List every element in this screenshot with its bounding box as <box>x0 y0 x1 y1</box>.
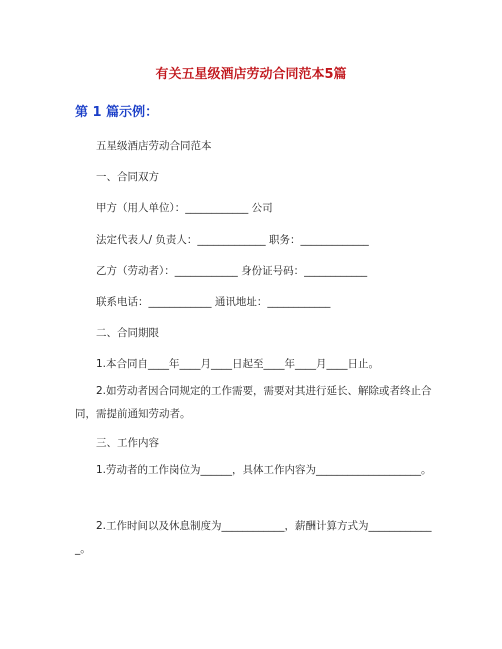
position-paragraph: 1.劳动者的工作岗位为______，具体工作内容为____________________。 <box>96 464 432 476</box>
document-title: 有关五星级酒店劳动合同范本5篇 <box>155 67 347 82</box>
legal-rep-line: 法定代表人/ 负责人：_____________ 职务：_____________ <box>96 234 369 246</box>
section-work-heading: 三、工作内容 <box>96 437 159 449</box>
section-term-heading: 二、合同期限 <box>96 327 159 339</box>
termination-paragraph: 2.如劳动者因合同规定的工作需要，需要对其进行延长、解除或者终止合同，需提前通知劳动者。 <box>75 385 432 420</box>
party-a-line: 甲方（用人单位）：____________ 公司 <box>96 202 273 214</box>
hours-paragraph: 2.工作时间以及休息制度为____________，薪酬计算方式为_____________。 <box>75 520 432 555</box>
party-b-line: 乙方（劳动者）：____________ 身份证号码：____________ <box>96 265 368 277</box>
contract-name-line: 五星级酒店劳动合同范本 <box>96 140 212 152</box>
contact-line: 联系电话：____________ 通讯地址：____________ <box>96 296 331 308</box>
section-parties-heading: 一、合同双方 <box>96 171 159 183</box>
term-period-line: 1.本合同自____年____月____日起至____年____月____日止。 <box>96 358 380 370</box>
section-heading: 第 1 篇示例： <box>75 105 159 120</box>
